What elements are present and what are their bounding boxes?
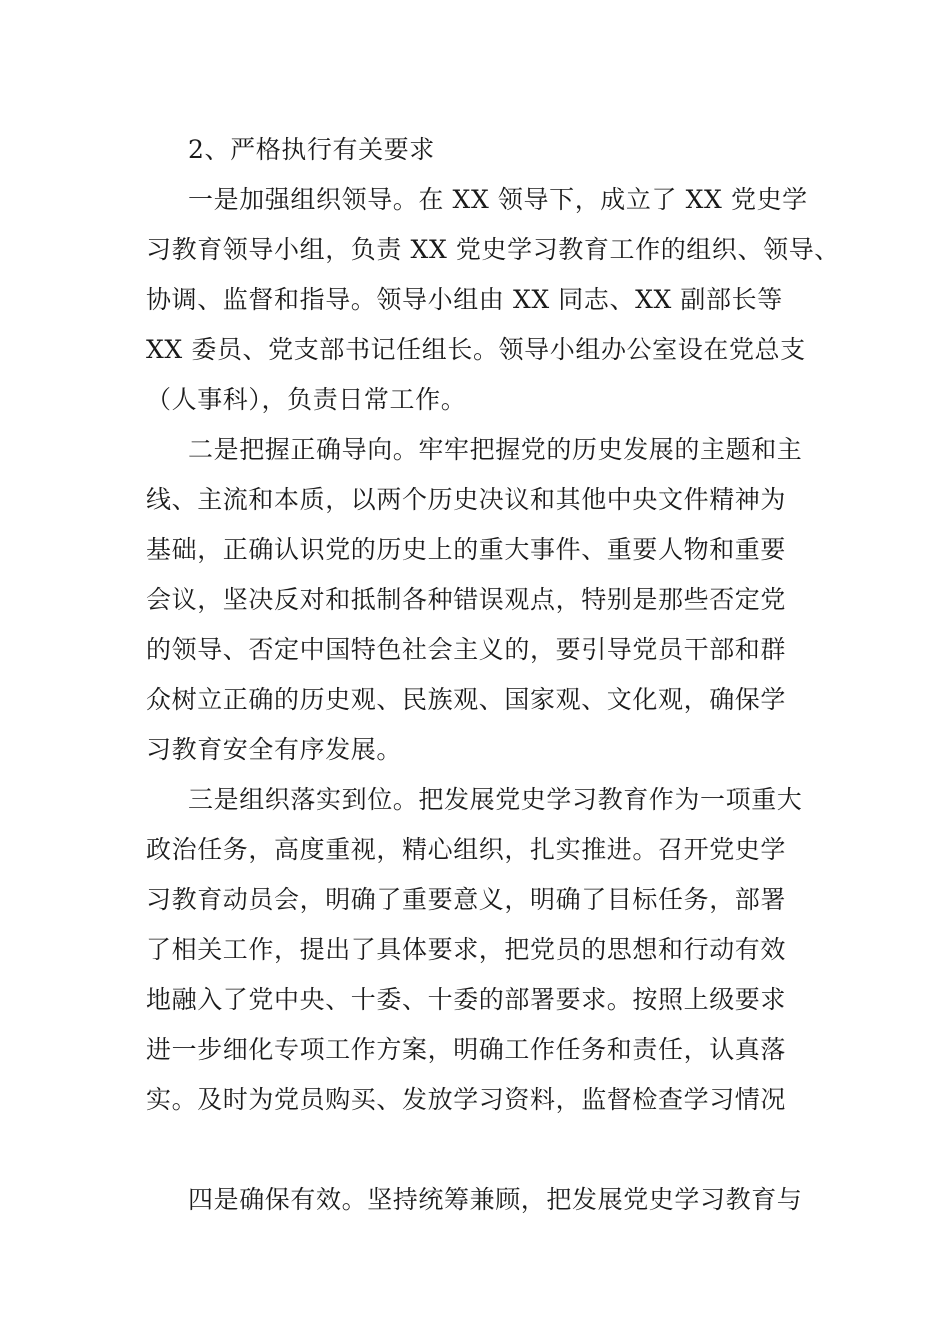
paragraph-line: 地融入了党中央、十委、十委的部署要求。按照上级要求	[146, 985, 787, 1014]
paragraph-line: 一是加强组织领导。在 XX 领导下，成立了 XX 党史学	[188, 185, 808, 214]
paragraph-line: 的领导、否定中国特色社会主义的，要引导党员干部和群	[146, 635, 787, 664]
paragraph-line: 四是确保有效。坚持统筹兼顾，把发展党史学习教育与	[188, 1185, 803, 1214]
paragraph-line: 进一步细化专项工作方案，明确工作任务和责任，认真落	[146, 1035, 787, 1064]
paragraph-line: 会议，坚决反对和抵制各种错误观点，特别是那些否定党	[146, 585, 787, 614]
paragraph-line: 二是把握正确导向。牢牢把握党的历史发展的主题和主	[188, 435, 803, 464]
paragraph-line: 了相关工作，提出了具体要求，把党员的思想和行动有效	[146, 935, 787, 964]
paragraph-line: （人事科），负责日常工作。	[146, 385, 467, 414]
paragraph-line: XX 委员、党支部书记任组长。领导小组办公室设在党总支	[146, 335, 806, 364]
paragraph-line: 协调、监督和指导。领导小组由 XX 同志、XX 副部长等	[146, 285, 783, 314]
paragraph-line: 线、主流和本质，以两个历史决议和其他中央文件精神为	[146, 485, 787, 514]
paragraph-line: 习教育动员会，明确了重要意义，明确了目标任务，部署	[146, 885, 787, 914]
paragraph-line: 三是组织落实到位。把发展党史学习教育作为一项重大	[188, 785, 803, 814]
paragraph-line: 基础，正确认识党的历史上的重大事件、重要人物和重要	[146, 535, 787, 564]
paragraph-line: 实。及时为党员购买、发放学习资料，监督检查学习情况	[146, 1085, 787, 1114]
paragraph-line: 习教育领导小组，负责 XX 党史学习教育工作的组织、领导、	[146, 235, 840, 264]
section-heading: 2、严格执行有关要求	[188, 135, 435, 164]
paragraph-line: 习教育安全有序发展。	[146, 735, 403, 764]
paragraph-line: 众树立正确的历史观、民族观、国家观、文化观，确保学	[146, 685, 787, 714]
paragraph-line: 政治任务，高度重视，精心组织，扎实推进。召开党史学	[146, 835, 787, 864]
